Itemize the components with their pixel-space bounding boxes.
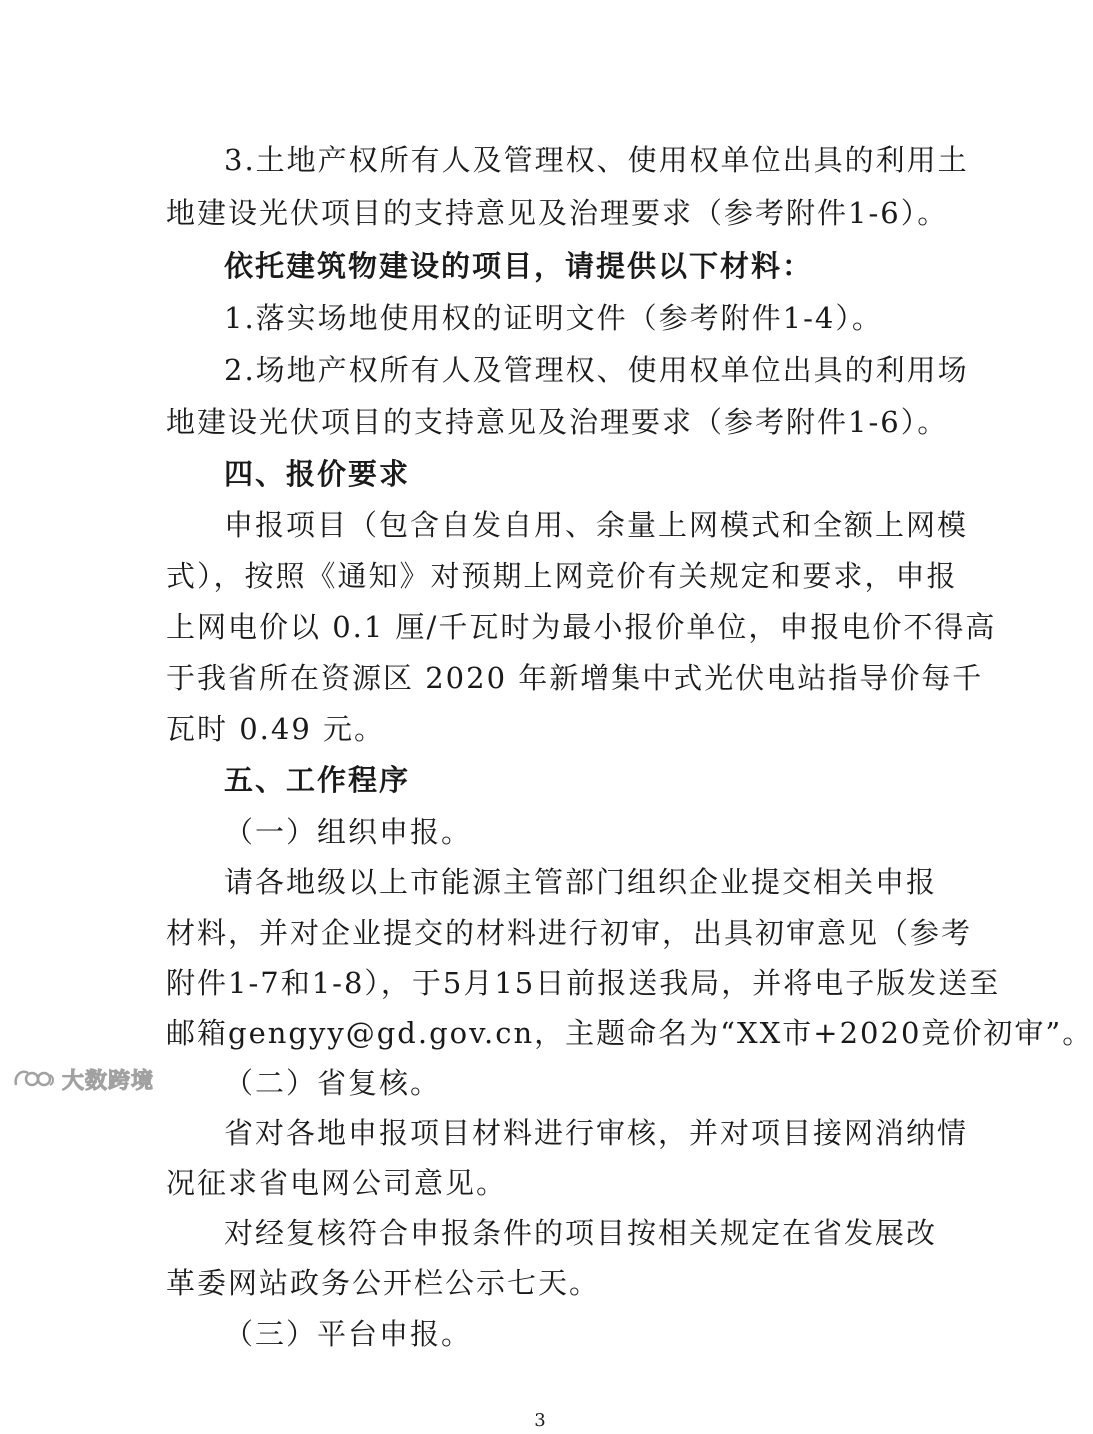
section-heading: 五、工作程序 [224, 763, 411, 797]
paragraph-line: 于我省所在资源区 2020 年新增集中式光伏电站指导价每千 [166, 661, 984, 695]
page-number: 3 [534, 1410, 546, 1431]
paragraph-line: 材料，并对企业提交的材料进行初审，出具初审意见（参考 [166, 916, 973, 950]
subsection-heading: （一）组织申报。 [224, 815, 473, 849]
paragraph-line: 上网电价以 0.1 厘/千瓦时为最小报价单位，申报电价不得高 [166, 610, 997, 644]
paragraph-line: 请各地级以上市能源主管部门组织企业提交相关申报 [224, 865, 938, 899]
paragraph-line: 式），按照《通知》对预期上网竞价有关规定和要求，申报 [166, 559, 958, 593]
paragraph-line: 1.落实场地使用权的证明文件（参考附件1-4）。 [224, 301, 883, 335]
section-heading: 四、报价要求 [224, 457, 411, 491]
paragraph-line: 3.土地产权所有人及管理权、使用权单位出具的利用土 [224, 143, 969, 177]
subsection-heading: （三）平台申报。 [224, 1317, 473, 1351]
paragraph-line: 省对各地申报项目材料进行审核，并对项目接网消纳情 [224, 1116, 969, 1150]
paragraph-line: 申报项目（包含自发自用、余量上网模式和全额上网模 [224, 508, 969, 542]
watermark-logo-icon [12, 1065, 56, 1093]
section-heading: 依托建筑物建设的项目，请提供以下材料： [224, 249, 814, 283]
subsection-heading: （二）省复核。 [224, 1066, 442, 1100]
paragraph-line: 地建设光伏项目的支持意见及治理要求（参考附件1-6）。 [166, 196, 949, 230]
paragraph-line: 附件1-7和1-8），于5月15日前报送我局，并将电子版发送至 [166, 966, 1001, 1000]
watermark-text: 大数跨境 [62, 1068, 155, 1094]
paragraph-line: 对经复核符合申报条件的项目按相关规定在省发展改 [224, 1216, 938, 1250]
paragraph-line: 况征求省电网公司意见。 [166, 1166, 508, 1200]
paragraph-line: 革委网站政务公开栏公示七天。 [166, 1266, 601, 1300]
paragraph-line: 邮箱gengyy@gd.gov.cn，主题命名为“XX市+2020竞价初审”。 [166, 1016, 1093, 1050]
paragraph-line: 瓦时 0.49 元。 [166, 712, 386, 746]
paragraph-line: 地建设光伏项目的支持意见及治理要求（参考附件1-6）。 [166, 405, 949, 439]
watermark [12, 1062, 154, 1096]
paragraph-line: 2.场地产权所有人及管理权、使用权单位出具的利用场 [224, 353, 969, 387]
